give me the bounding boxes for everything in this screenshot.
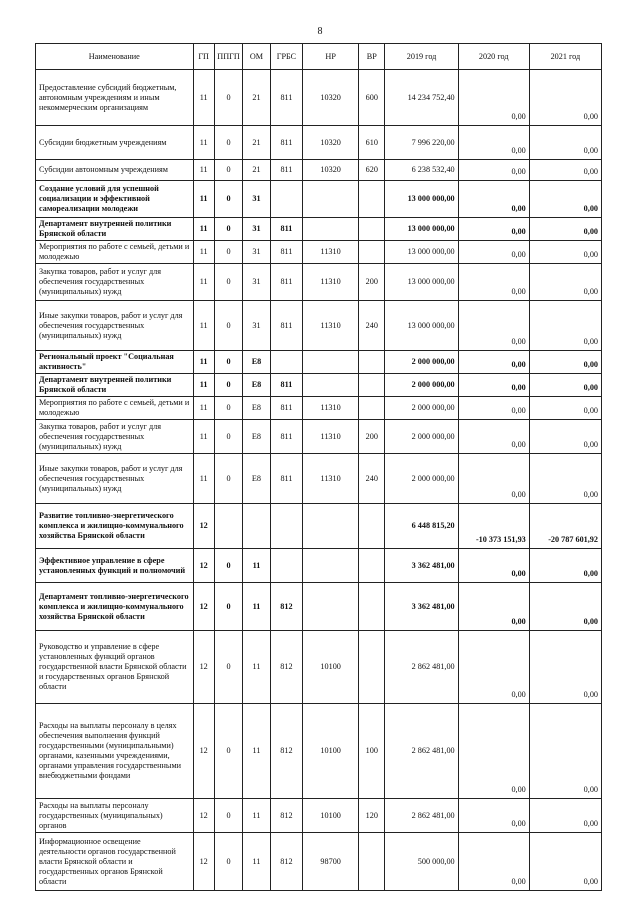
cell-nr: 11310	[303, 264, 359, 301]
cell-year-2019: 2 000 000,00	[385, 454, 458, 504]
cell-year-2021: 0,00	[529, 454, 601, 504]
cell-vr: 100	[359, 704, 385, 799]
cell-grbs	[270, 504, 303, 549]
cell-gp: 11	[193, 241, 214, 264]
cell-name: Создание условий для успешной социализации и эффективной самореализации молодежи	[36, 181, 194, 218]
cell-om: 31	[243, 264, 270, 301]
cell-year-2021: 0,00	[529, 833, 601, 891]
col-header-om: ОМ	[243, 44, 270, 70]
cell-gp: 11	[193, 351, 214, 374]
col-header-2021: 2021 год	[529, 44, 601, 70]
budget-table	[35, 43, 602, 891]
cell-om: 11	[243, 549, 270, 583]
cell-name: Департамент внутренней политики Брянской области	[36, 374, 194, 397]
cell-vr	[359, 833, 385, 891]
cell-name: Мероприятия по работе с семьей, детьми и молодежью	[36, 241, 194, 264]
cell-nr	[303, 504, 359, 549]
cell-gp: 12	[193, 799, 214, 833]
table-row	[36, 301, 602, 351]
cell-nr: 11310	[303, 454, 359, 504]
table-row	[36, 549, 602, 583]
cell-year-2019: 2 000 000,00	[385, 397, 458, 420]
cell-year-2019: 2 000 000,00	[385, 374, 458, 397]
cell-year-2019: 13 000 000,00	[385, 241, 458, 264]
cell-ppgp: 0	[214, 264, 242, 301]
cell-nr: 10100	[303, 799, 359, 833]
cell-vr: 620	[359, 160, 385, 181]
table-row	[36, 833, 602, 891]
cell-year-2021: 0,00	[529, 181, 601, 218]
cell-year-2020: 0,00	[458, 351, 529, 374]
cell-year-2021: 0,00	[529, 397, 601, 420]
cell-grbs: 811	[270, 70, 303, 126]
cell-nr: 10320	[303, 160, 359, 181]
cell-gp: 11	[193, 301, 214, 351]
table-header-row	[36, 44, 602, 70]
cell-year-2021: 0,00	[529, 264, 601, 301]
cell-nr: 10100	[303, 704, 359, 799]
cell-vr: 610	[359, 126, 385, 160]
cell-gp: 11	[193, 420, 214, 454]
cell-nr	[303, 374, 359, 397]
cell-nr: 10320	[303, 70, 359, 126]
cell-ppgp: 0	[214, 454, 242, 504]
col-header-ppgp: ППГП	[214, 44, 242, 70]
cell-gp: 12	[193, 549, 214, 583]
cell-year-2020: 0,00	[458, 126, 529, 160]
cell-year-2019: 13 000 000,00	[385, 218, 458, 241]
table-row	[36, 454, 602, 504]
cell-vr: 600	[359, 70, 385, 126]
cell-year-2019: 500 000,00	[385, 833, 458, 891]
cell-nr	[303, 181, 359, 218]
cell-gp: 11	[193, 218, 214, 241]
cell-year-2021: 0,00	[529, 218, 601, 241]
cell-year-2020: 0,00	[458, 549, 529, 583]
cell-year-2019: 6 238 532,40	[385, 160, 458, 181]
cell-year-2019: 2 862 481,00	[385, 799, 458, 833]
cell-name: Региональный проект "Социальная активность"	[36, 351, 194, 374]
cell-name: Предоставление субсидий бюджетным, автономным учреждениям и иным некоммерческим организациям	[36, 70, 194, 126]
cell-nr: 10320	[303, 126, 359, 160]
cell-om: 11	[243, 631, 270, 704]
table-row	[36, 583, 602, 631]
cell-om: 11	[243, 799, 270, 833]
cell-name: Мероприятия по работе с семьей, детьми и молодежью	[36, 397, 194, 420]
cell-year-2020: 0,00	[458, 420, 529, 454]
cell-ppgp	[214, 504, 242, 549]
cell-name: Развитие топливно-энергетического комплекса и жилищно-коммунального хозяйства Брянской области	[36, 504, 194, 549]
table-row	[36, 351, 602, 374]
cell-ppgp: 0	[214, 799, 242, 833]
cell-year-2021: 0,00	[529, 160, 601, 181]
cell-name: Субсидии автономным учреждениям	[36, 160, 194, 181]
cell-year-2019: 13 000 000,00	[385, 301, 458, 351]
cell-grbs: 811	[270, 420, 303, 454]
cell-gp: 12	[193, 704, 214, 799]
cell-year-2021: 0,00	[529, 126, 601, 160]
col-header-grbs: ГРБС	[270, 44, 303, 70]
cell-year-2021: 0,00	[529, 631, 601, 704]
cell-gp: 11	[193, 181, 214, 218]
cell-year-2019: 7 996 220,00	[385, 126, 458, 160]
table-row	[36, 420, 602, 454]
cell-gp: 11	[193, 454, 214, 504]
cell-grbs	[270, 181, 303, 218]
cell-vr	[359, 631, 385, 704]
cell-vr: 200	[359, 420, 385, 454]
cell-grbs: 812	[270, 799, 303, 833]
col-header-2020: 2020 год	[458, 44, 529, 70]
cell-year-2019: 2 862 481,00	[385, 704, 458, 799]
cell-name: Департамент топливно-энергетического комплекса и жилищно-коммунального хозяйства Брянской области	[36, 583, 194, 631]
cell-year-2021: 0,00	[529, 420, 601, 454]
cell-nr: 98700	[303, 833, 359, 891]
cell-om: E8	[243, 374, 270, 397]
cell-gp: 11	[193, 160, 214, 181]
cell-gp: 12	[193, 583, 214, 631]
cell-nr: 10100	[303, 631, 359, 704]
cell-year-2019: 13 000 000,00	[385, 181, 458, 218]
cell-year-2021: 0,00	[529, 241, 601, 264]
cell-year-2020: 0,00	[458, 218, 529, 241]
cell-ppgp: 0	[214, 70, 242, 126]
table-row	[36, 397, 602, 420]
table-row	[36, 704, 602, 799]
cell-year-2020: 0,00	[458, 374, 529, 397]
cell-name: Иные закупки товаров, работ и услуг для обеспечения государственных (муниципальных) нужд	[36, 301, 194, 351]
cell-vr: 240	[359, 454, 385, 504]
cell-om: E8	[243, 454, 270, 504]
cell-ppgp: 0	[214, 833, 242, 891]
cell-grbs: 812	[270, 704, 303, 799]
cell-om: E8	[243, 351, 270, 374]
cell-om: 21	[243, 70, 270, 126]
cell-year-2019: 3 362 481,00	[385, 583, 458, 631]
cell-year-2020: 0,00	[458, 704, 529, 799]
cell-year-2019: 2 000 000,00	[385, 351, 458, 374]
cell-year-2021: 0,00	[529, 549, 601, 583]
cell-year-2019: 14 234 752,40	[385, 70, 458, 126]
cell-vr: 120	[359, 799, 385, 833]
cell-year-2019: 3 362 481,00	[385, 549, 458, 583]
cell-name: Закупка товаров, работ и услуг для обеспечения государственных (муниципальных) нужд	[36, 264, 194, 301]
cell-vr: 240	[359, 301, 385, 351]
cell-nr	[303, 351, 359, 374]
cell-nr	[303, 549, 359, 583]
cell-name: Эффективное управление в сфере установленных функций и полномочий	[36, 549, 194, 583]
cell-name: Информационное освещение деятельности органов государственной власти Брянской области и государственных органов Брянской области	[36, 833, 194, 891]
cell-grbs: 811	[270, 454, 303, 504]
cell-om: 31	[243, 218, 270, 241]
cell-ppgp: 0	[214, 241, 242, 264]
cell-om: 11	[243, 833, 270, 891]
cell-grbs: 812	[270, 833, 303, 891]
cell-vr	[359, 374, 385, 397]
cell-year-2019: 6 448 815,20	[385, 504, 458, 549]
cell-ppgp: 0	[214, 583, 242, 631]
cell-vr	[359, 549, 385, 583]
table-row	[36, 126, 602, 160]
col-header-name: Наименование	[36, 44, 194, 70]
col-header-gp: ГП	[193, 44, 214, 70]
table-row	[36, 264, 602, 301]
cell-year-2020: 0,00	[458, 397, 529, 420]
cell-grbs: 811	[270, 264, 303, 301]
cell-name: Закупка товаров, работ и услуг для обеспечения государственных (муниципальных) нужд	[36, 420, 194, 454]
cell-gp: 11	[193, 397, 214, 420]
cell-gp: 12	[193, 833, 214, 891]
cell-ppgp: 0	[214, 351, 242, 374]
cell-grbs	[270, 549, 303, 583]
cell-year-2020: 0,00	[458, 799, 529, 833]
col-header-2019: 2019 год	[385, 44, 458, 70]
cell-om: 11	[243, 704, 270, 799]
cell-om: E8	[243, 420, 270, 454]
cell-grbs: 811	[270, 126, 303, 160]
cell-grbs: 811	[270, 218, 303, 241]
cell-year-2020: 0,00	[458, 264, 529, 301]
page-number: 8	[317, 26, 323, 37]
cell-vr	[359, 583, 385, 631]
cell-om: E8	[243, 397, 270, 420]
cell-grbs: 812	[270, 583, 303, 631]
cell-om: 31	[243, 241, 270, 264]
cell-ppgp: 0	[214, 301, 242, 351]
cell-year-2021: 0,00	[529, 301, 601, 351]
cell-nr: 11310	[303, 241, 359, 264]
cell-vr	[359, 397, 385, 420]
cell-ppgp: 0	[214, 549, 242, 583]
table-row	[36, 504, 602, 549]
cell-om	[243, 504, 270, 549]
cell-grbs	[270, 351, 303, 374]
cell-name: Субсидии бюджетным учреждениям	[36, 126, 194, 160]
cell-year-2020: -10 373 151,93	[458, 504, 529, 549]
table-row	[36, 241, 602, 264]
cell-ppgp: 0	[214, 420, 242, 454]
cell-year-2021: -20 787 601,92	[529, 504, 601, 549]
cell-gp: 11	[193, 374, 214, 397]
cell-grbs: 811	[270, 241, 303, 264]
cell-year-2021: 0,00	[529, 351, 601, 374]
cell-ppgp: 0	[214, 181, 242, 218]
table-row	[36, 218, 602, 241]
cell-ppgp: 0	[214, 374, 242, 397]
cell-nr: 11310	[303, 397, 359, 420]
cell-om: 31	[243, 301, 270, 351]
cell-year-2019: 13 000 000,00	[385, 264, 458, 301]
cell-ppgp: 0	[214, 218, 242, 241]
cell-nr	[303, 218, 359, 241]
col-header-nr: НР	[303, 44, 359, 70]
cell-ppgp: 0	[214, 126, 242, 160]
cell-year-2020: 0,00	[458, 833, 529, 891]
cell-year-2021: 0,00	[529, 583, 601, 631]
cell-year-2020: 0,00	[458, 454, 529, 504]
cell-gp: 11	[193, 264, 214, 301]
cell-year-2020: 0,00	[458, 583, 529, 631]
cell-year-2020: 0,00	[458, 181, 529, 218]
table-row	[36, 160, 602, 181]
cell-vr	[359, 241, 385, 264]
cell-vr	[359, 351, 385, 374]
cell-grbs: 812	[270, 631, 303, 704]
col-header-vr: ВР	[359, 44, 385, 70]
cell-name: Иные закупки товаров, работ и услуг для обеспечения государственных (муниципальных) нужд	[36, 454, 194, 504]
cell-gp: 11	[193, 126, 214, 160]
table-row	[36, 799, 602, 833]
cell-grbs: 811	[270, 374, 303, 397]
cell-grbs: 811	[270, 160, 303, 181]
cell-year-2020: 0,00	[458, 70, 529, 126]
table-row	[36, 181, 602, 218]
cell-om: 11	[243, 583, 270, 631]
cell-om: 31	[243, 181, 270, 218]
cell-year-2020: 0,00	[458, 241, 529, 264]
table-row	[36, 374, 602, 397]
cell-ppgp: 0	[214, 631, 242, 704]
table-row	[36, 70, 602, 126]
cell-year-2019: 2 862 481,00	[385, 631, 458, 704]
cell-gp: 12	[193, 504, 214, 549]
cell-gp: 12	[193, 631, 214, 704]
cell-vr	[359, 504, 385, 549]
cell-vr	[359, 181, 385, 218]
cell-year-2021: 0,00	[529, 70, 601, 126]
cell-gp: 11	[193, 70, 214, 126]
cell-name: Расходы на выплаты персоналу в целях обеспечения выполнения функций государственными (муниципальными) органами, казенными учреждениями, органами управления государственными внебюджетными фондами	[36, 704, 194, 799]
cell-ppgp: 0	[214, 160, 242, 181]
cell-nr	[303, 583, 359, 631]
cell-grbs: 811	[270, 397, 303, 420]
cell-vr: 200	[359, 264, 385, 301]
cell-om: 21	[243, 126, 270, 160]
cell-nr: 11310	[303, 420, 359, 454]
table-row	[36, 631, 602, 704]
cell-ppgp: 0	[214, 397, 242, 420]
cell-year-2019: 2 000 000,00	[385, 420, 458, 454]
cell-name: Руководство и управление в сфере установленных функций органов государственной власти Брянской области и государственных органов Брянской области	[36, 631, 194, 704]
cell-name: Департамент внутренней политики Брянской области	[36, 218, 194, 241]
cell-vr	[359, 218, 385, 241]
cell-year-2020: 0,00	[458, 160, 529, 181]
cell-year-2021: 0,00	[529, 374, 601, 397]
cell-ppgp: 0	[214, 704, 242, 799]
cell-name: Расходы на выплаты персоналу государственных (муниципальных) органов	[36, 799, 194, 833]
cell-year-2021: 0,00	[529, 799, 601, 833]
cell-year-2020: 0,00	[458, 631, 529, 704]
cell-om: 21	[243, 160, 270, 181]
cell-year-2021: 0,00	[529, 704, 601, 799]
cell-grbs: 811	[270, 301, 303, 351]
cell-year-2020: 0,00	[458, 301, 529, 351]
cell-nr: 11310	[303, 301, 359, 351]
